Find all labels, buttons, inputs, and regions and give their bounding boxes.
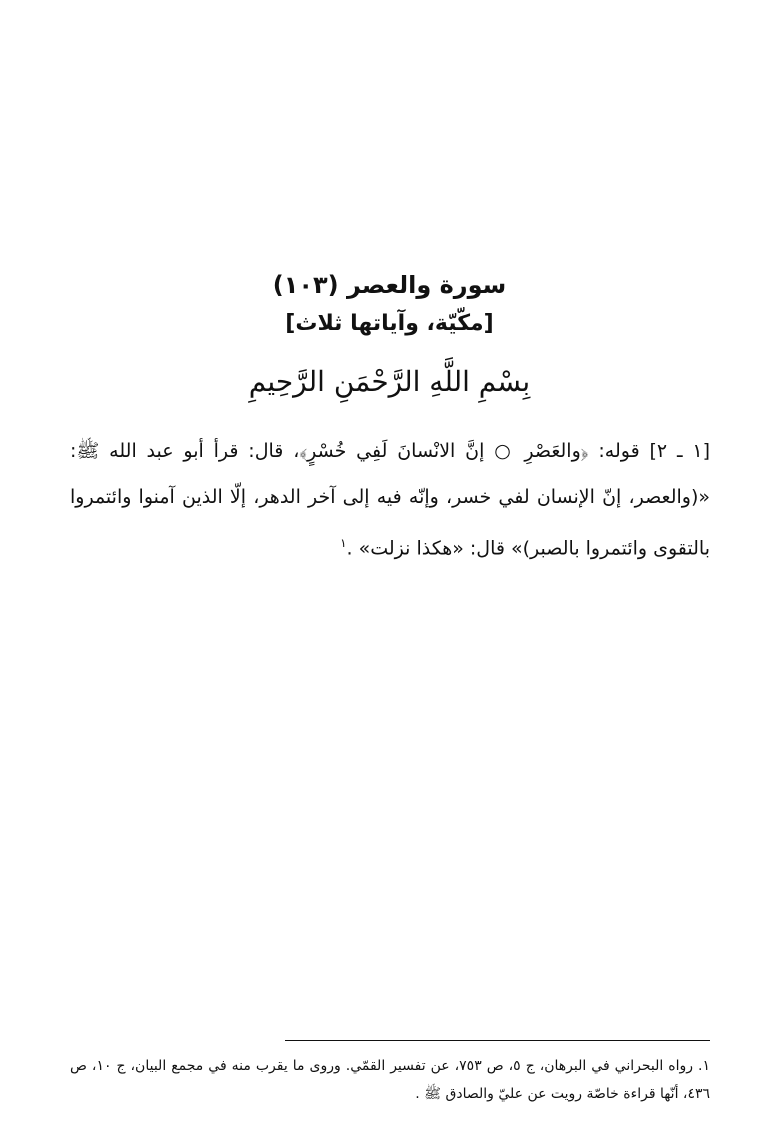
commentary-paragraph: [70, 428, 710, 571]
footnote-divider: [285, 1040, 710, 1041]
footnote: ١. رواه البحراني في البرهان، ج ٥، ص ٧٥٣، عن تفسير القمّي. وروى ما يقرب منه في مجمع البيان، ج ١٠، ص ٤٣٦، أنّها قراءة خاصّة رويت عن عليّ والصادق ﷺ .: [70, 1058, 710, 1102]
commentary-text: [١ ـ ٢] قوله: ﴿والعَصْرِ ○ إنَّ الانْسانَ لَفِي خُسْرٍ﴾، قال: قرأ أبو عبد الله ﷺ: «(والعصر، إنّ الإنسان لفي خسر، وإنّه فيه إلى آخر الدهر، إلّا الذين آمنوا وائتمروا بالتقوى وائتمروا بالصبر)» قال: «هكذا نزلت» .: [70, 440, 710, 560]
basmala-calligraphy: بِسْمِ اللَّهِ الرَّحْمَنِ الرَّحِيمِ: [248, 365, 531, 398]
footnote-reference: ١: [340, 536, 347, 550]
surah-subtitle: [مكّيّة، وآياتها ثلاث]: [285, 311, 494, 336]
surah-title: سورة والعصر (١٠٣): [272, 271, 507, 299]
